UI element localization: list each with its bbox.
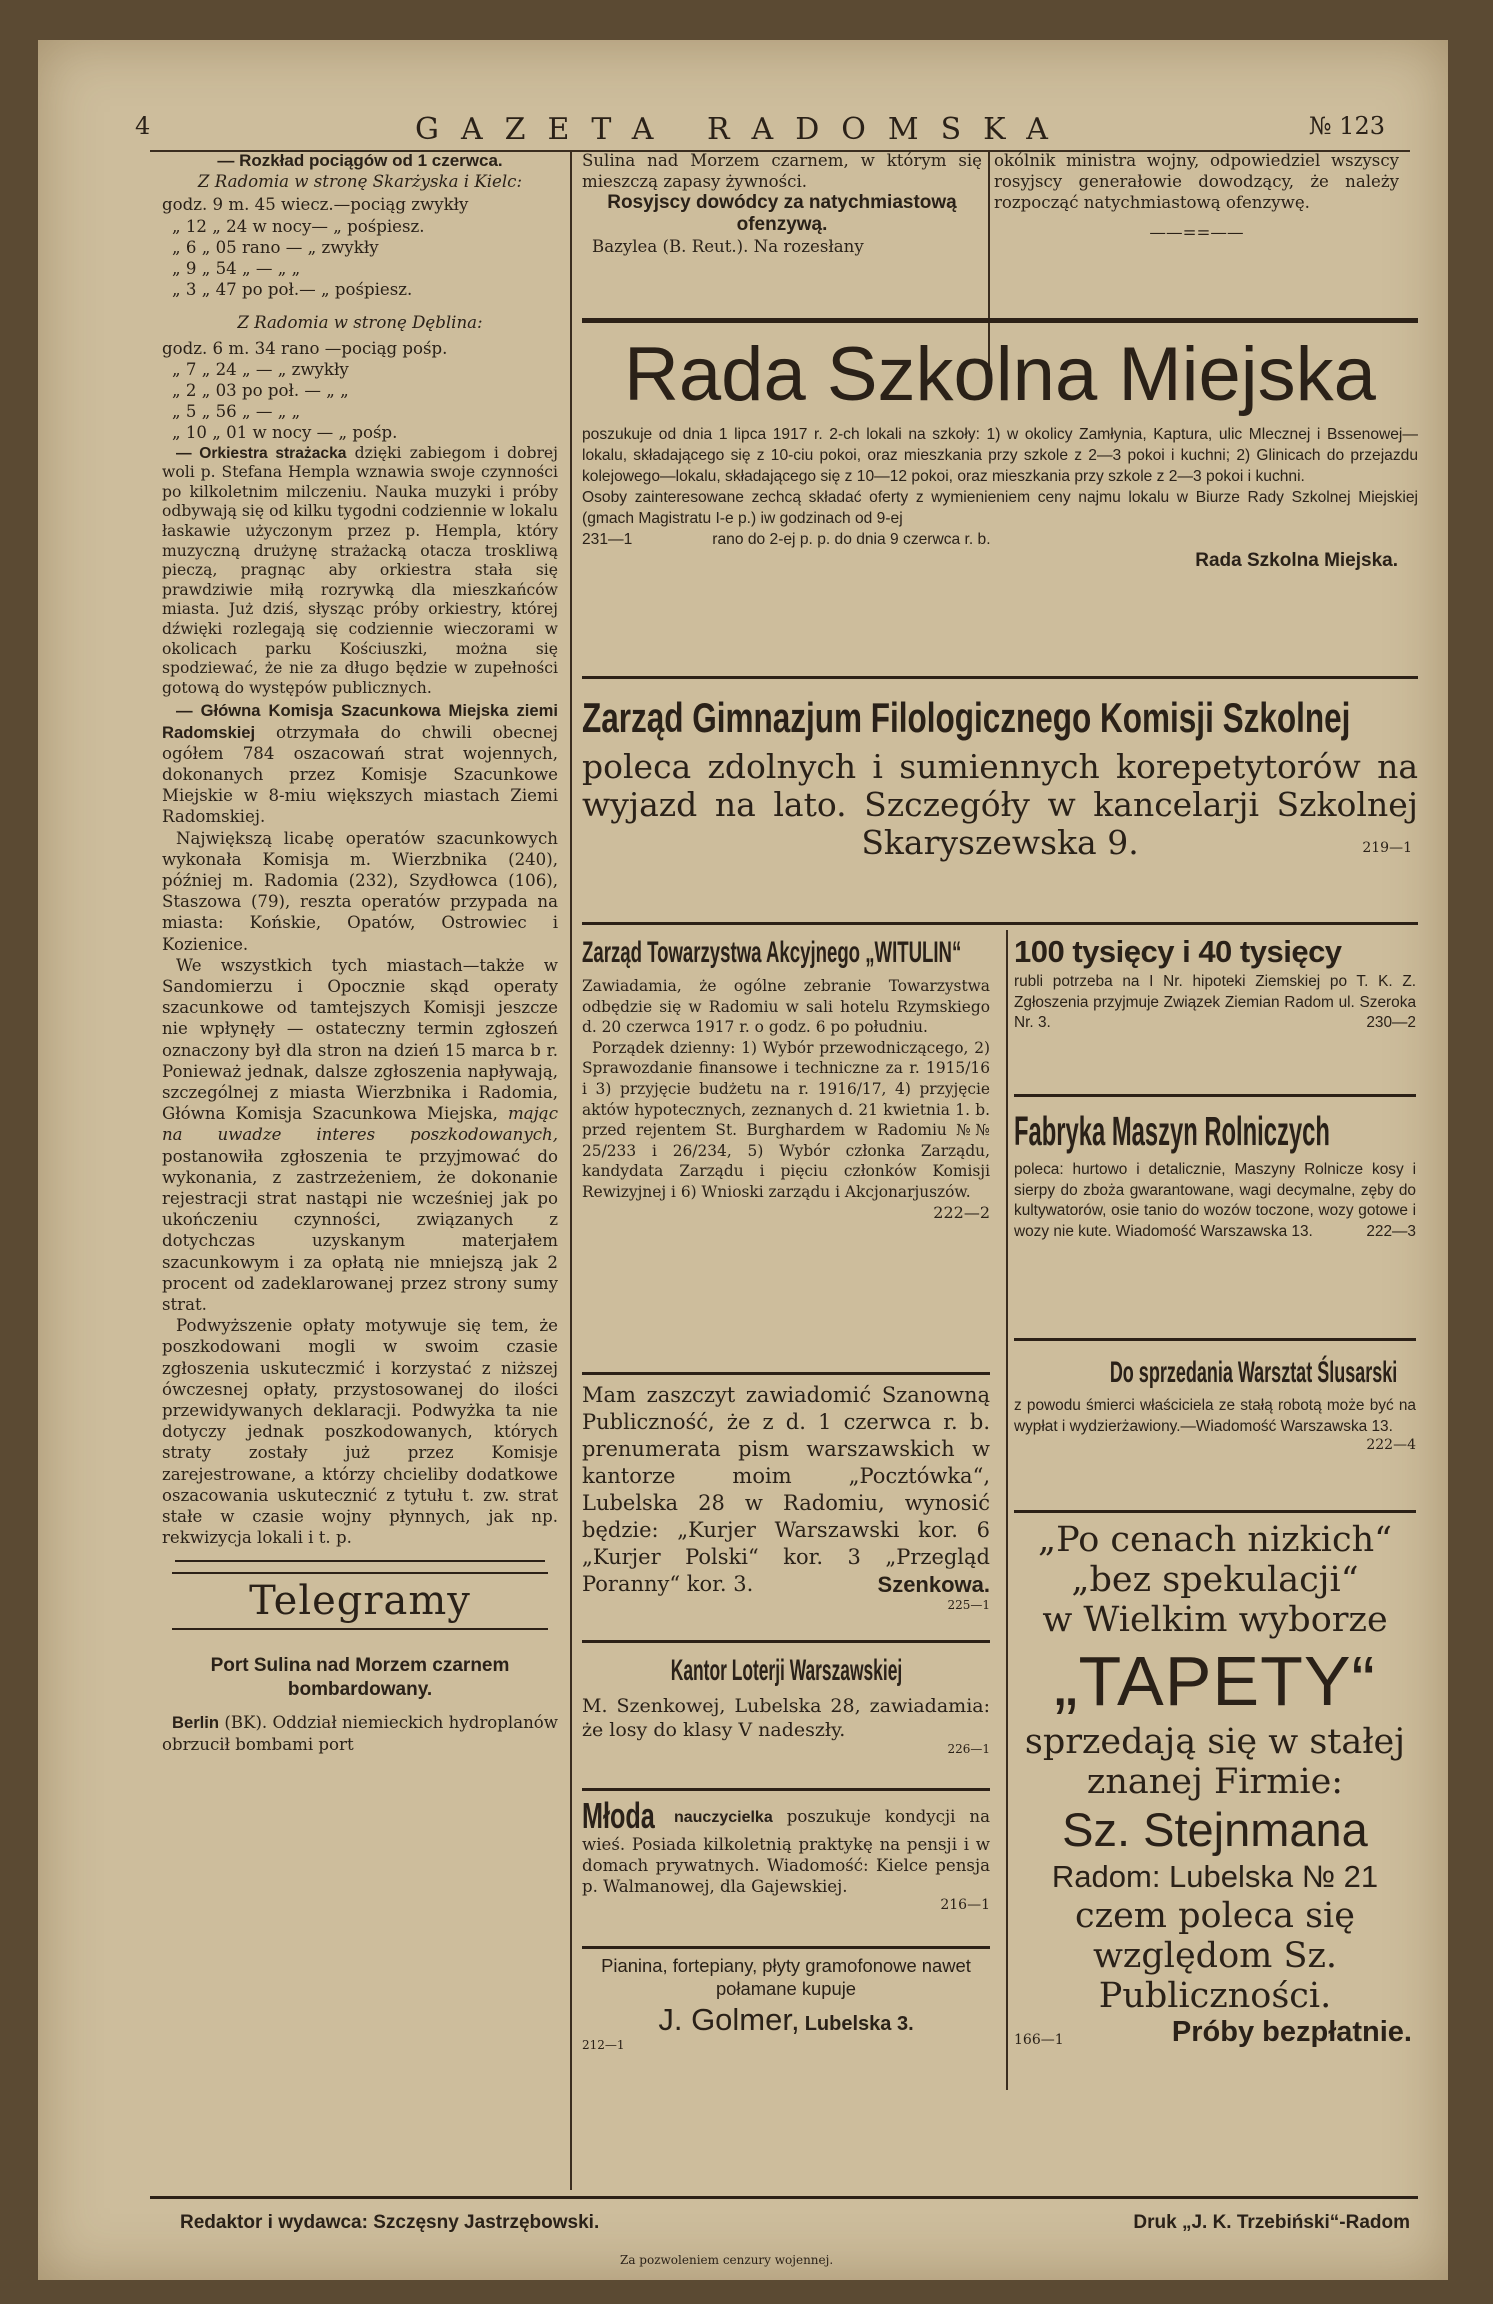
berlin-article	[162, 1712, 558, 1754]
ad-witulin	[582, 932, 990, 1222]
fabryka-code: 222—3	[1366, 1222, 1416, 1240]
gimnazjum-line2: wyjazd na lato. Szczegóły w kancelarji Szkolnej	[582, 785, 1418, 824]
column-rule-3	[1006, 930, 1008, 2090]
newspaper-title: GAZETA RADOMSKA	[415, 112, 1070, 147]
commission-lead: — Główna Komisja Szacunkowa Miejska ziemi Radomskiej	[162, 701, 558, 742]
ad-fabryka	[1014, 1104, 1416, 1242]
witulin-intro: Zawiadamia, że ogólne zebranie Towarzystwa odbędzie się w Radomiu w sali hotelu Rzymskiego d. 20 czerwca 1917 r. o godz. 6 po południu.	[582, 977, 990, 1037]
tapety-code: 166—1	[1014, 2032, 1064, 2048]
commission-text3	[162, 955, 558, 1315]
sulina-heading: Port Sulina nad Morzem czarnem bombardowany.	[210, 1655, 510, 1701]
column-left	[162, 150, 558, 1755]
warsztat-heading: Do sprzedania Warsztat Ślusarski	[1109, 1356, 1398, 1389]
divider	[175, 1560, 545, 1562]
issue-number: № 123	[1308, 112, 1385, 140]
tysiecy-heading: 100 tysięcy i 40 tysięcy	[1014, 934, 1342, 969]
szenkowa-sign: Szenkowa.	[877, 1572, 990, 1597]
tysiecy-text: rubli potrzeba na I Nr. hipoteki Ziemskiej po T. K. Z. Zgłoszenia przyjmuje Związek Ziemian Radom ul. Szeroka Nr. 3.	[1014, 973, 1416, 1032]
trains-sub2: Z Radomia w stronę Dęblina:	[237, 313, 483, 333]
train-line: „ 5 „ 56 „ — „ „	[172, 402, 301, 422]
rada-body3b: rano do 2-ej p. p. do dnia 9 czerwca r. b.	[712, 531, 991, 548]
rada-body: poszukuje od dnia 1 lipca 1917 r. 2-ch lokali na szkoły: 1) w okolicy Zamłynia, Kaptura, ulic Mlecznej i Bssenowej—lokalu, składającego się z 10-ciu pokoi, oraz mieszkania przy szkole z 2—3 pokoi i kuchni; 2) Glinicach do przejazdu kolejowego—lokalu, składającego się z 10—12 pokoi, oraz mieszkania przy szkole z 2—3 pokoi i kuchni.	[582, 426, 1418, 485]
footer-editor: Redaktor i wydawca: Szczęsny Jastrzębowski.	[180, 2212, 600, 2233]
trains-heading: — Rozkład pociągów od 1 czerwca.	[217, 151, 503, 170]
ad-section-rule	[582, 318, 1418, 323]
telegrams-heading: Telegramy	[249, 1578, 471, 1625]
orchestra-lead: — Orkiestra strażacka	[176, 444, 347, 462]
train-line: „ 3 „ 47 po poł.— „ pośpiesz.	[172, 280, 413, 300]
rada-code: 231—1	[582, 531, 633, 548]
tysiecy-body	[1014, 972, 1416, 1034]
gimnazjum-line1: poleca zdolnych i sumiennych korepetytorów na	[582, 747, 1418, 786]
tysiecy-code: 230—2	[1366, 1014, 1416, 1032]
rule-gimnazjum	[582, 676, 1418, 679]
warsztat-code: 222—4	[1366, 1437, 1416, 1454]
ad-gimnazjum	[582, 690, 1418, 864]
footer-printer: Druk „J. K. Trzebiński“-Radom	[1133, 2212, 1410, 2233]
page-number: 4	[135, 112, 151, 140]
tapety-line3: w Wielkim wyborze	[1042, 1600, 1388, 1640]
okolnik-text: okólnik ministra wojny, odpowiedziel wszyscy rosyjscy generałowie dowodzący, że należy rozpocząć natychmiastową ofenzywę.	[994, 151, 1399, 213]
train-line: „ 12 „ 24 w nocy— „ pośpiesz.	[172, 216, 425, 236]
rada-body2: Osoby zainteresowane zechcą składać oferty z wymienieniem ceny najmu lokalu w Biurze Rady Szkolnej Miejskiej (gmach Magistratu I-e p.) iw godzinach od 9-ej	[582, 489, 1418, 527]
ad-golmer	[582, 1954, 990, 2052]
mloda-code: 216—1	[940, 1897, 990, 1913]
telegrams-box	[172, 1572, 548, 1630]
orchestra-article	[162, 444, 558, 699]
fabryka-body	[1014, 1160, 1416, 1242]
train-line: „ 9 „ 54 „ — „ „	[172, 259, 301, 279]
rule-warsztat	[1014, 1338, 1416, 1341]
fabryka-text: poleca: hurtowo i detalicznie, Maszyny Rolnicze kosy i sierpy do zboża gwarantowane, wagi decymalne, zęby do kultywatorów, osie tanio do wozów toczone, wozy gotowe i wozy nie kute. Wiadomość Warszawska 13.	[1014, 1161, 1416, 1240]
train-line: „ 10 „ 01 w nocy — „ pośp.	[172, 423, 398, 443]
fabryka-heading: Fabryka Maszyn Rolniczych	[1014, 1108, 1330, 1154]
warsztat-body: z powodu śmierci właściciela ze stałą robotą może być na wypłat i wydzierżawiony.—Wiadomość Warszawska 13.	[1014, 1397, 1416, 1435]
ad-warsztat	[1014, 1352, 1416, 1453]
sulina-continued: Sulina nad Morzem czarnem, w którym się mieszczą zapasy żywności.	[582, 151, 982, 192]
commission-text2: Największą licabę operatów szacunkowych wykonała Komisja m. Wierzbnika (240), później m. Radomia (232), Szydłowca (106), Staszowa (79), reszta operatów przypada na miasta: Końskie, Opatów, Ostrowiec i Kozienice.	[162, 828, 558, 954]
tapety-firm: Sz. Stejnmana	[1062, 1803, 1368, 1856]
commanders-heading: Rosyjscy dowódcy za natychmiastową ofenzywą.	[607, 192, 957, 236]
commission-article	[162, 700, 558, 827]
train-line: „ 7 „ 24 „ — „ zwykły	[172, 359, 349, 379]
golmer-name-line	[582, 2002, 990, 2038]
tapety-line5: znanej Firmie:	[1086, 1762, 1344, 1802]
rule-szenkowa	[582, 1372, 990, 1375]
train-line: godz. 6 m. 34 rano —pociąg pośp.	[162, 338, 448, 358]
tapety-line2: „bez spekulacji“	[1071, 1560, 1359, 1600]
gimnazjum-code: 219—1	[1362, 840, 1412, 856]
ad-tysiecy	[1014, 932, 1416, 1034]
mloda-body	[582, 1795, 990, 1897]
masthead	[135, 112, 1385, 152]
divider-ornament: ——==——	[1149, 222, 1244, 242]
gimnazjum-line3: Skaryszewska 9.	[861, 823, 1139, 862]
rule-golmer	[582, 1946, 990, 1949]
commission-text1: otrzymała do chwili obecnej ogółem 784 oszacowań strat wojennych, dokonanych przez Komisje Szacunkowe Miejskie w 8-miu większych miastach Ziemi Radomskiej.	[162, 722, 559, 827]
ad-tapety	[1014, 1520, 1416, 2056]
trains-sub1: Z Radomia w stronę Skarżyska i Kielc:	[197, 172, 523, 192]
golmer-address: Lubelska 3.	[804, 2013, 914, 2035]
column-rule-1	[570, 150, 572, 2190]
column-middle-top	[582, 150, 982, 258]
commission-text4: Podwyższenie opłaty motywuje się tem, że poszkodowani mogli w swoim czasie zgłoszenia uskuteczmić i korzystać z niższej ówczesnej opłaty, przystosowanej do ilości przewidywanych deklaracji. Podwyżka ta nie dotyczy jednak poszkodowanych, których straty zostały już przez Komisje zarejestrowane, a którzy chcieliby dodatkowe oszacowania uskutecznić z tytułu t. zw. strat stałe w czasie wojny płynnych, jak np. rekwizycja lokali i t. p.	[162, 1316, 558, 1548]
tapety-line4: sprzedają się w stałej	[1024, 1722, 1406, 1762]
basel-text: Bazylea (B. Reut.). Na rozesłany	[592, 237, 864, 257]
commission-text3b: mając na uwadze interes poszkodowanych,	[162, 1104, 558, 1145]
kantor-heading: Kantor Loterji Warszawskiej	[670, 1654, 902, 1687]
tapety-line6: czem poleca się względom Sz. Publiczności.	[1075, 1896, 1355, 2016]
rule-kantor	[582, 1640, 990, 1643]
mloda-lead: Młoda	[582, 1795, 655, 1836]
kantor-code: 226—1	[947, 1742, 990, 1756]
witulin-code: 222—2	[933, 1202, 990, 1222]
szenkowa-code: 225—1	[947, 1598, 990, 1612]
commission-text3c: postanowiła zgłoszenia te przyjmować do wykonania, z zastrzeżeniem, że dokonanie rejestracji strat nastąpi nie wcześniej jak po ukończeniu czynności, związanych z dotychczas uzyskanym materjałem szacunkowym i za opłatą nie mniejszą jak 2 procent od zadeklarowanej przez strony sumy strat.	[162, 1146, 558, 1315]
golmer-line1: Pianina, fortepiany, płyty gramofonowe nawet połamane kupuje	[601, 1955, 971, 1999]
gimnazjum-heading: Zarząd Gimnazjum Filologicznego Komisji Szkolnej	[582, 694, 1351, 741]
tapety-big: „TAPETY“	[1054, 1642, 1376, 1720]
rada-body3	[582, 529, 1418, 550]
witulin-agenda: Porządek dzienny: 1) Wybór przewodniczącego, 2) Sprawozdanie finansowe i techniczne za r. 1915/16 i 3) przyjęcie budżetu na r. 1916/17, 4) przyjęcie aktów hypotecznych, zeznanych d. 21 kwietnia 1. b. przed rejentem St. Burghardem w Radomiu №№ 25/233 i 26/234, 5) Wybór członka Zarządu, kandydata Zarządu i pięciu członków Komisji Rewizyjnej i 6) Wnioski zarządu i Akcjonarjuszów.	[582, 1038, 990, 1201]
rule-mloda	[582, 1788, 990, 1791]
ad-mloda	[582, 1795, 990, 1913]
train-line: godz. 9 m. 45 wiecz.—pociąg zwykły	[162, 195, 469, 215]
golmer-code: 212—1	[582, 2038, 625, 2052]
tapety-line1: „Po cenach nizkich“	[1037, 1520, 1393, 1560]
rada-heading: Rada Szkolna Miejska	[624, 332, 1376, 417]
mloda-text: poszukuje kondycji na wieś. Posiada kilkoletnią praktykę na pensji i w domach prywatnych. Wiadomość: Kielce pensja p. Walmanowej, dla Gajewskiej.	[582, 1807, 990, 1896]
column-right-top	[994, 150, 1399, 243]
rule-fabryka	[1014, 1094, 1416, 1097]
rule-lower-ads	[582, 922, 1418, 925]
golmer-name: J. Golmer,	[658, 2002, 800, 2037]
ad-kantor	[582, 1650, 990, 1756]
ad-szenkowa	[582, 1382, 990, 1612]
rule-tapety	[1014, 1510, 1416, 1513]
mloda-lead-small: nauczycielka	[673, 1809, 773, 1826]
censor-note: Za pozwoleniem cenzury wojennej.	[620, 2253, 834, 2267]
orchestra-text: dzięki zabiegom i dobrej woli p. Stefana Hempla wznawia swoje czynności po kilkoletnim milczeniu. Nauka muzyki i próby odbywają się od kilku tygodni codziennie w lokalu łaskawie użyczonym przez p. Hempla, który muzyczną drużynę strażacką otacza troskliwą pieczą, pragnąc aby orkiestra stała się prawdziwie miłą rozrywką dla mieszkańców miasta. Już dziś, słysząc próby orkiestry, której dźwięki rozlegają się codziennie wieczorami w okolicach parku Kościuszki, można się spodziewać, że nie za długo będzie w zupełności gotową do występów publicznych.	[162, 443, 558, 697]
rada-sign: Rada Szkolna Miejska.	[1195, 550, 1398, 571]
train-line: „ 6 „ 05 rano — „ zwykły	[172, 237, 379, 257]
footer-rule	[150, 2196, 1418, 2199]
tapety-address: Radom: Lubelska № 21	[1051, 1859, 1379, 1894]
berlin-lead: Berlin	[172, 1713, 220, 1733]
train-line: „ 2 „ 03 po poł. — „ „	[172, 381, 349, 401]
kantor-body: M. Szenkowej, Lubelska 28, zawiadamia: że losy do klasy V nadeszły.	[582, 1695, 990, 1741]
berlin-text: (BK). Oddział niemieckich hydroplanów obrzucił bombami port	[162, 1713, 558, 1754]
commission-text3a: We wszystkich tych miastach—także w Sandomierzu i Opocznie skąd operaty szacunkowe od tamtejszych Komisji jeszcze nie wpłynęły — ostateczny termin zgłoszeń oznaczony był dla stron na dzień 15 marca b r. Ponieważ jednak, dalsze zgłoszenia napływają, szczególnej z miasta Wierzbnika i Radomia, Główna Komisja Szacunkowa Miejska,	[162, 955, 558, 1124]
ad-rada-szkolna	[582, 330, 1418, 572]
witulin-heading: Zarząd Towarzystwa Akcyjnego „WITULIN“	[582, 936, 962, 969]
tapety-trial: Próby bezpłatnie.	[1171, 2016, 1412, 2048]
footer	[180, 2212, 1410, 2242]
szenkowa-body: Mam zaszczyt zawiadomić Szanowną Publiczność, że z d. 1 czerwca r. b. prenumerata pism warszawskich w kantorze moim „Pocztówka“, Lubelska 28 w Radomiu, wynosić będzie: „Kurjer Warszawski kor. 6 „Kurjer Polski“ kor. 3 „Przegląd Poranny“ kor. 3.	[582, 1383, 990, 1596]
